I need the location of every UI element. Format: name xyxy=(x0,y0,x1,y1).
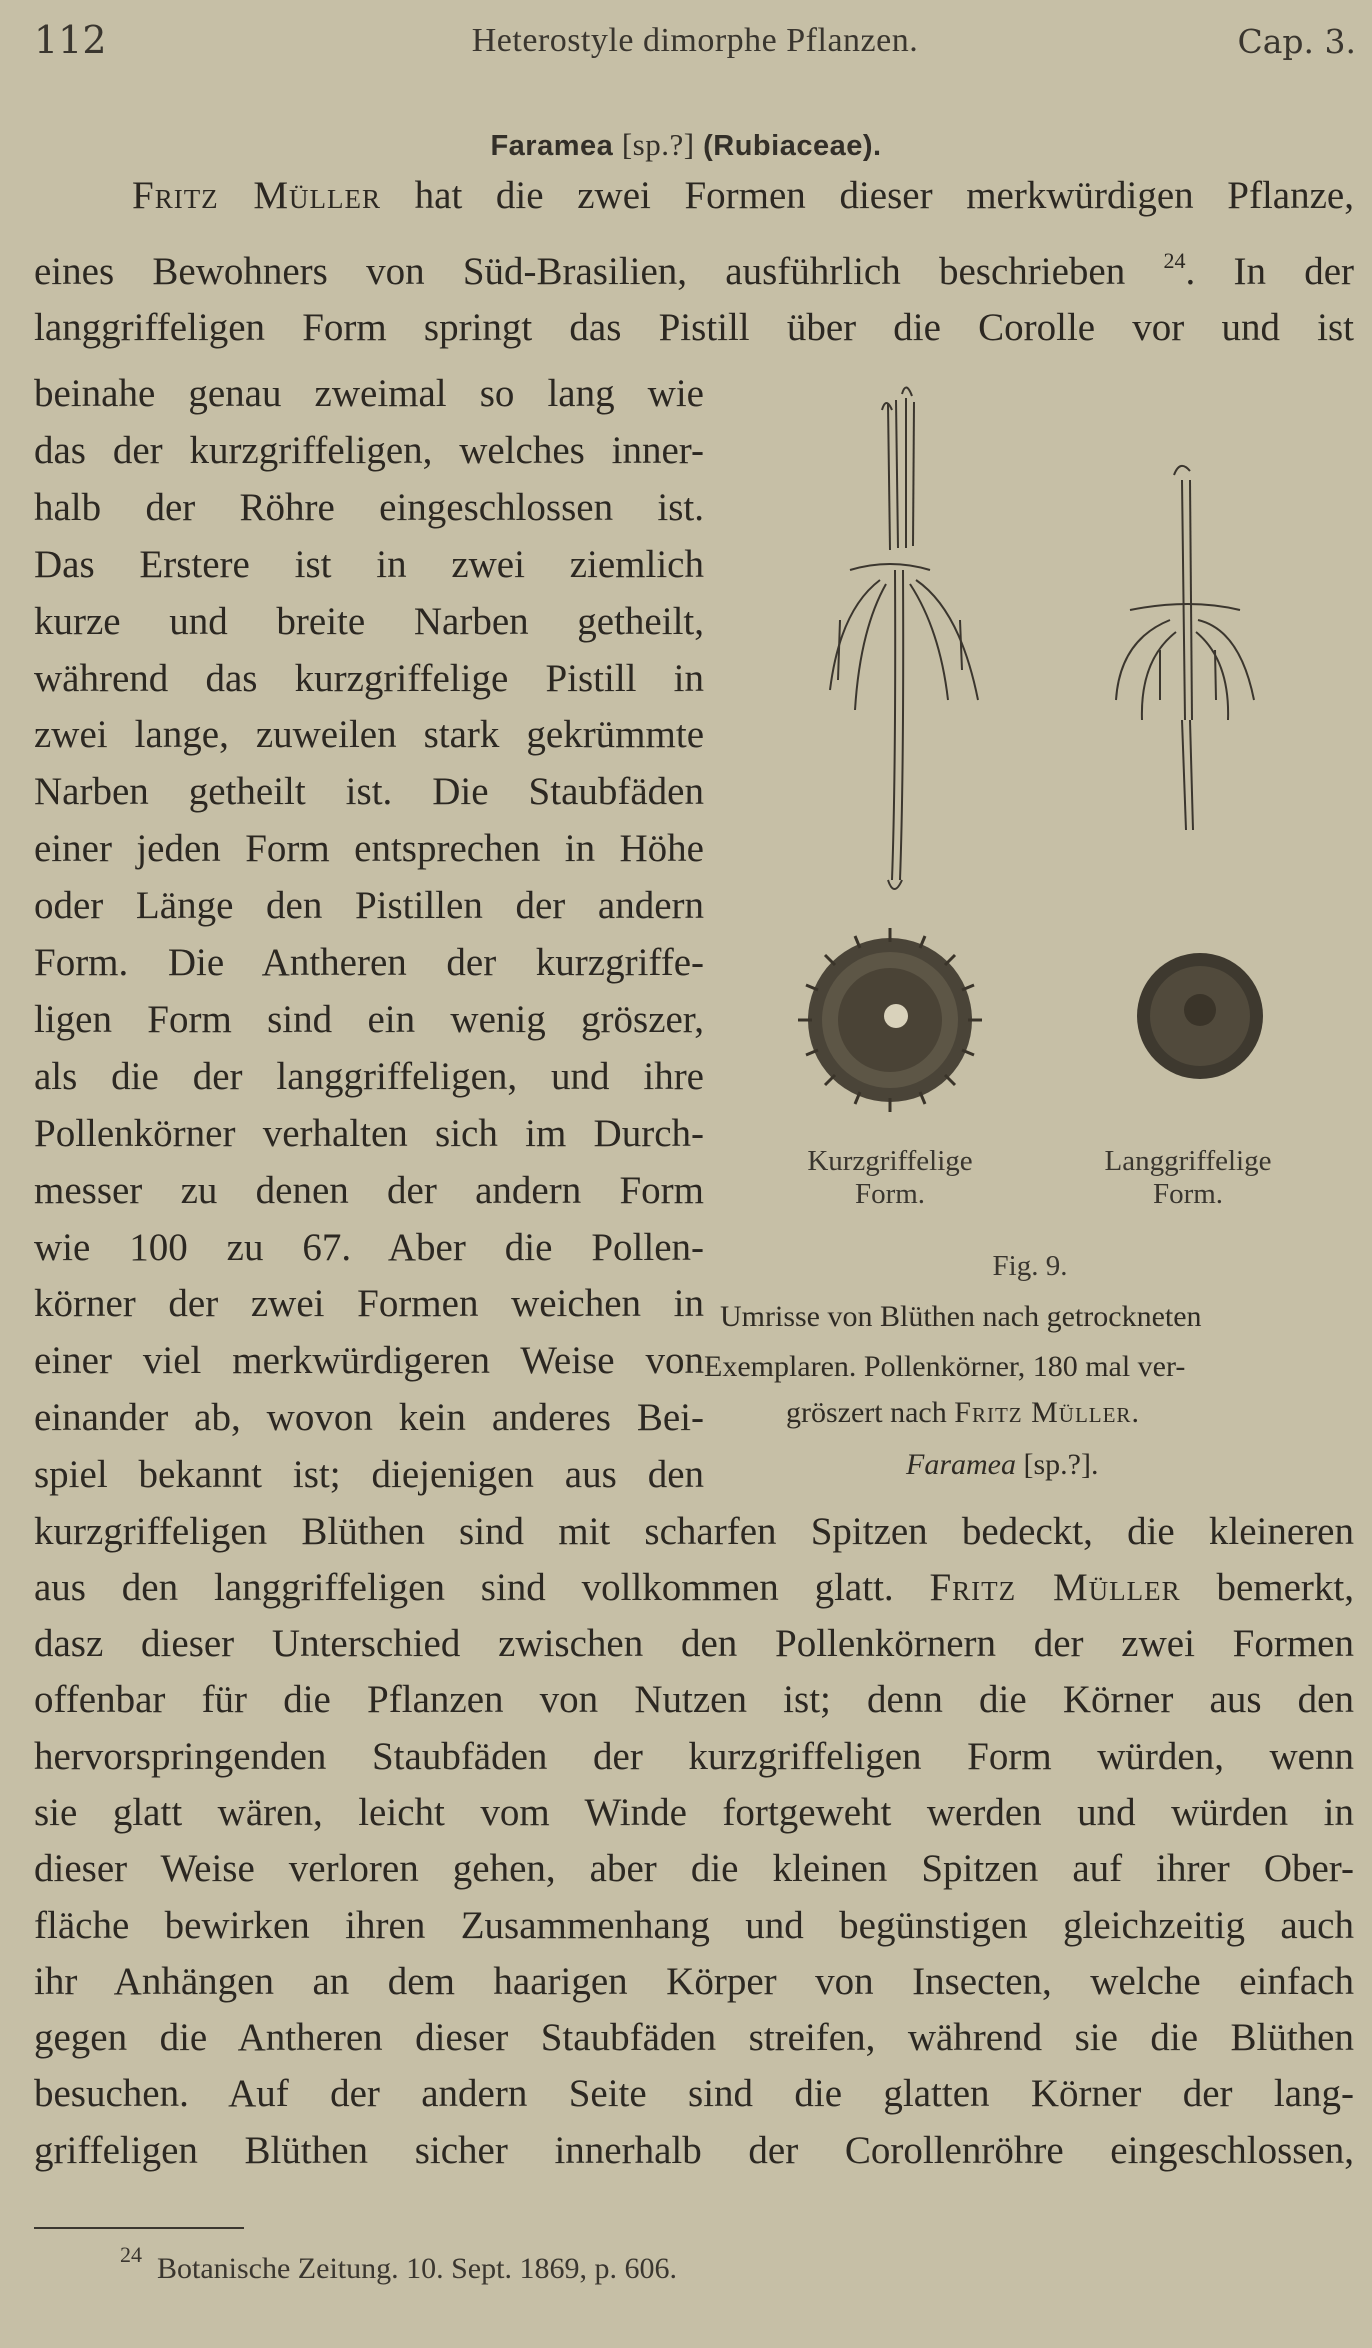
section-title-genus: Faramea xyxy=(490,130,614,162)
author-name: Fritz Müller xyxy=(132,174,381,217)
section-title xyxy=(0,127,1372,163)
figure-number: Fig. 9. xyxy=(992,1250,1068,1282)
chapter-label: Cap. 3. xyxy=(1237,22,1356,61)
body-line: ihr Anhängen an dem haarigen Körper von Insecten, welche einfach xyxy=(34,1959,1354,2003)
body-line: halb der Röhre eingeschlossen ist. xyxy=(34,485,704,529)
body-line: oder Länge den Pistillen der andern xyxy=(34,884,704,928)
short-styled-flower-drawing xyxy=(830,387,978,889)
long-styled-flower-drawing xyxy=(1116,466,1254,830)
page-header xyxy=(34,18,1356,78)
body-line: griffeligen Blüthen sicher innerhalb der Corollenröhre eingeschlossen, xyxy=(34,2128,1354,2172)
footnote-number: 24 xyxy=(120,2242,142,2267)
body-line: Fritz Müller hat die zwei Formen dieser merkwürdigen Pflanze, xyxy=(132,174,1354,217)
body-line: zwei lange, zuweilen stark gekrümmte xyxy=(34,713,704,757)
caption-line: Faramea [sp.?]. xyxy=(906,1448,1099,1481)
body-line: beinahe genau zweimal so lang wie xyxy=(34,372,704,415)
footnote-marker: 24 xyxy=(1163,248,1186,273)
body-line: dasz dieser Unterschied zwischen den Pollenkörnern der zwei Formen xyxy=(34,1622,1354,1665)
body-line: kurzgriffeligen Blüthen sind mit scharfen Spitzen bedeckt, die kleineren xyxy=(34,1510,1354,1553)
figure-9 xyxy=(720,370,1370,1510)
body-line: als die der langgriffeligen, und ihre xyxy=(34,1054,704,1098)
caption-line: gröszert nach Fritz Müller. xyxy=(786,1396,1139,1429)
body-line: offenbar für die Pflanzen von Nutzen ist; denn die Körner aus den xyxy=(34,1678,1354,1722)
body-line: einander ab, wovon kein anderes Bei- xyxy=(34,1396,704,1440)
caption-line: Umrisse von Blüthen nach getrockneten xyxy=(720,1300,1202,1333)
body-line: Pollenkörner verhalten sich im Durch- xyxy=(34,1111,704,1155)
body-line: Das Erstere ist in zwei ziemlich xyxy=(34,542,704,586)
body-line: eines Bewohners von Süd-Brasilien, ausführlich beschrieben $^{24}$. In der xyxy=(34,248,1355,293)
body-line: körner der zwei Formen weichen in xyxy=(34,1282,704,1326)
body-line: Form. Die Antheren der kurzgriffe- xyxy=(34,941,704,984)
body-line: einer jeden Form entsprechen in Höhe xyxy=(34,827,704,871)
label-short-styled: Kurzgriffelige Form. xyxy=(807,1145,973,1210)
body-line: das der kurzgriffeligen, welches inner- xyxy=(34,428,704,472)
page-number: 112 xyxy=(34,18,107,62)
author-name: Fritz Müller xyxy=(929,1566,1181,1609)
section-title-family: (Rubiaceae). xyxy=(703,130,882,162)
caption-line: Exemplaren. Pollenkörner, 180 mal ver- xyxy=(704,1350,1186,1383)
body-line: einer viel merkwürdigeren Weise von xyxy=(34,1339,704,1383)
body-line: sie glatt wären, leicht vom Winde fortgeweht werden und würden in xyxy=(34,1790,1354,1834)
body-line: dieser Weise verloren gehen, aber die kleinen Spitzen auf ihrer Ober- xyxy=(34,1847,1354,1891)
body-line: fläche bewirken ihren Zusammenhang und begünstigen gleichzeitig auch xyxy=(34,1903,1354,1947)
body-line: aus den langgriffeligen sind vollkommen glatt. Fritz Müller bemerkt, xyxy=(34,1566,1355,1609)
body-line: messer zu denen der andern Form xyxy=(34,1168,704,1212)
body-line: langgriffeligen Form springt das Pistill über die Corolle vor und ist xyxy=(34,306,1354,349)
footnote xyxy=(120,2242,677,2286)
smooth-pollen-grain xyxy=(1137,953,1263,1079)
footnote-text: Botanische Zeitung. 10. Sept. 1869, p. 606. xyxy=(157,2252,677,2285)
body-line: ligen Form sind ein wenig gröszer, xyxy=(34,997,704,1041)
body-line: kurze und breite Narben getheilt, xyxy=(34,599,704,643)
body-line: Narben getheilt ist. Die Staubfäden xyxy=(34,770,704,814)
body-line: besuchen. Auf der andern Seite sind die glatten Körner der lang- xyxy=(34,2072,1354,2116)
body-line: spiel bekannt ist; diejenigen aus den xyxy=(34,1453,704,1497)
body-line: während das kurzgriffelige Pistill in xyxy=(34,656,704,700)
footnote-rule xyxy=(34,2227,244,2229)
section-title-species: [sp.?] xyxy=(621,127,695,162)
body-line: gegen die Antheren dieser Staubfäden streifen, während sie die Blüthen xyxy=(34,2016,1354,2060)
body-line: wie 100 zu 67. Aber die Pollen- xyxy=(34,1225,704,1269)
running-title: Heterostyle dimorphe Pflanzen. xyxy=(471,22,919,59)
spiky-pollen-grain xyxy=(798,928,982,1112)
flower-illustration xyxy=(720,370,1370,1190)
body-line: hervorspringenden Staubfäden der kurzgriffeligen Form würden, wenn xyxy=(34,1734,1354,1778)
label-long-styled: Langgriffelige Form. xyxy=(1104,1145,1272,1210)
